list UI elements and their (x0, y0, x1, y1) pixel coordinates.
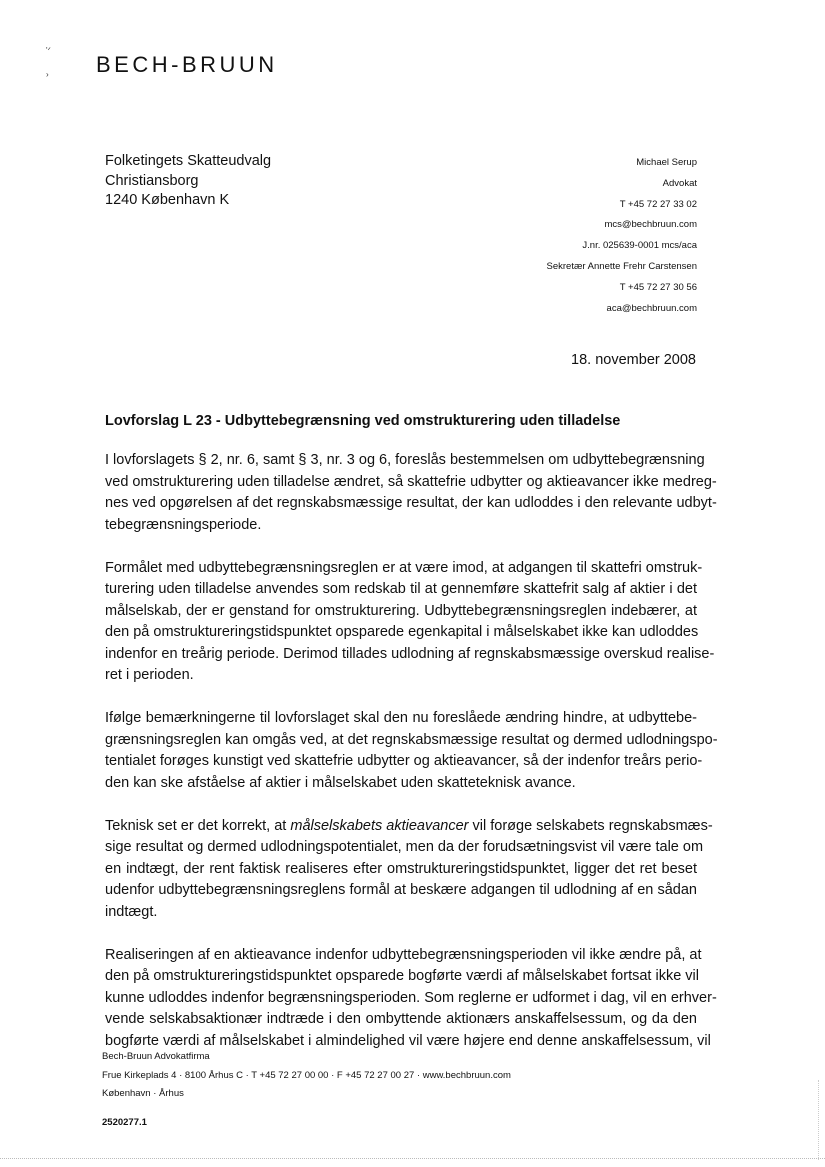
page-edge-divider (0, 1158, 825, 1159)
text-line: bogførte værdi af målselskabet i almindelighed vil være højere end denne anskaffelsessum, vil (105, 1032, 711, 1049)
sender-name: Michael Serup (636, 157, 697, 168)
paragraph (105, 708, 718, 794)
text-line: nes ved opgørelsen af det regnskabsmæssige resultat, der kan udloddes i den relevante udbyt- (105, 495, 717, 511)
text-line: vende selskabsaktionær indtræde i den ombyttende aktionærs anskaffelsessum, og da den (105, 1011, 697, 1027)
paragraph (105, 450, 717, 536)
letter-subject: Lovforslag L 23 - Udbyttebegrænsning ved omstrukturering uden tilladelse (105, 413, 621, 429)
recipient-address (105, 152, 271, 211)
scan-mark: 'ᐟ (46, 46, 51, 55)
text-line: udenfor udbyttebegrænsningsreglens formål at beskære adgangen til udlodning af en sådan (105, 882, 697, 898)
text-line: grænsningsreglen kan omgås ved, at det regnskabsmæssige resultat og dermed udlodningspo- (105, 731, 718, 748)
letter-footer (102, 1048, 511, 1104)
sender-title: Advokat (662, 177, 697, 189)
scan-mark: › (46, 70, 49, 79)
sender-phone: T +45 72 27 33 02 (619, 198, 697, 210)
footer-cities: København · Århus (102, 1088, 184, 1099)
document-number: 2520277.1 (102, 1117, 147, 1128)
text-line: Formålet med udbyttebegrænsningsreglen er at være imod, at adgangen til skattefri omstruk- (105, 559, 703, 576)
footer-address: Frue Kirkeplads 4 · 8100 Århus C · T +45 72 27 00 00 · F +45 72 27 00 27 · www.bechbruun.com (102, 1069, 511, 1081)
letter-date: 18. november 2008 (571, 352, 696, 368)
letter-body (105, 450, 718, 1074)
text-line: den kan ske afståelse af aktier i målselskabet uden skatteteknisk avance. (105, 774, 576, 791)
sender-block (547, 156, 698, 322)
text-line: turering uden tilladelse anvendes som redskab til at gennemføre skattefrit salg af aktier i det (105, 581, 697, 597)
text-line: I lovforslagets § 2, nr. 6, samt § 3, nr. 3 og 6, foreslås bestemmelsen om udbyttebegrænsning (105, 452, 705, 468)
text-line: Realiseringen af en aktieavance indenfor udbyttebegrænsningsperioden vil ikke ændre på, at (105, 946, 702, 963)
paragraph (105, 945, 717, 1053)
text-line: kunne udloddes indenfor begrænsningsperioden. Som reglerne er udformet i dag, vil en erhver- (105, 989, 717, 1006)
recipient-line: 1240 København K (105, 192, 230, 208)
text-line: ved omstrukturering uden tilladelse ændret, så skattefrie udbytter og aktieavancer ikke medreg- (105, 473, 717, 490)
text-line: Ifølge bemærkningerne til lovforslaget skal den nu foreslåede ændring hindre, at udbyttebe- (105, 710, 697, 726)
recipient-line: Folketingets Skatteudvalg (105, 153, 272, 169)
text-line: tebegrænsningsperiode. (105, 516, 262, 533)
paragraph (105, 816, 713, 924)
text-line: en indtægt, der rent faktisk realiseres efter omstruktureringstidspunktet, ligger det ret beset (105, 860, 697, 877)
secretary-email: aca@bechbruun.com (606, 302, 697, 314)
emphasized-text: målselskabets aktieavancer (290, 817, 469, 834)
journal-number: J.nr. 025639-0001 mcs/aca (582, 240, 697, 252)
secretary-phone: T +45 72 27 30 56 (619, 281, 697, 293)
text-line: målselskab, der er genstand for omstrukturering. Udbyttebegrænsningsreglen indebærer, at (105, 602, 697, 619)
footer-firm: Bech-Bruun Advokatfirma (102, 1051, 210, 1062)
paragraph (105, 558, 715, 687)
text-line: indtægt. (105, 903, 158, 920)
text-line: tentialet forøges kunstigt ved skattefrie udbytter og aktieavancer, så der indenfor treårs perio- (105, 753, 703, 769)
company-logo: BECH-BRUUN (96, 52, 278, 77)
recipient-line: Christiansborg (105, 172, 199, 189)
sender-email: mcs@bechbruun.com (604, 219, 697, 231)
text-line: ret i perioden. (105, 667, 194, 683)
page-edge-divider (818, 1080, 819, 1160)
text-line: sige resultat og dermed udlodningspotentialet, men da der forudsætningsvist vil være tale om (105, 839, 704, 855)
secretary-name: Sekretær Annette Frehr Carstensen (546, 260, 697, 272)
text-line: den på omstruktureringstidspunktet opsparede egenkapital i målselskabet ikke kan udloddes (105, 624, 699, 640)
text-line: den på omstruktureringstidspunktet opsparede bogførte værdi af målselskabet fortsat ikke vil (105, 968, 699, 984)
text-line: Teknisk set er det korrekt, at målselskabets aktieavancer vil forøge selskabets regnskabsmæs- (105, 817, 713, 834)
text-line: indenfor en treårig periode. Derimod tillades udlodning af regnskabsmæssige overskud realise- (105, 645, 715, 662)
